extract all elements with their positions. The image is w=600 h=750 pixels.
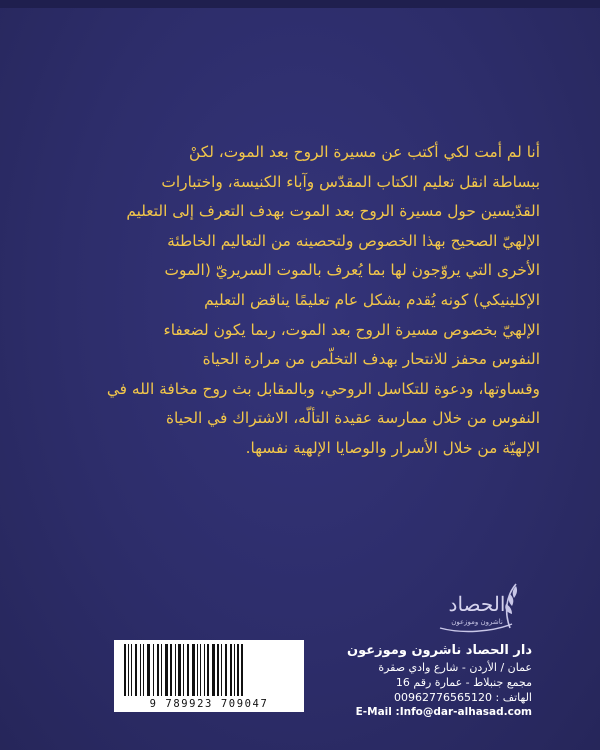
publisher-email: E-Mail :Info@dar-alhasad.com [355, 706, 532, 718]
blurb-line: الإلهيّ الصحيح بهذا الخصوص ولتحصينه من التعاليم الخاطئة [167, 231, 540, 250]
barcode-bar [212, 644, 215, 696]
blurb-line: أنا لم أمت لكي أكتب عن مسيرة الروح بعد الموت، لكنْ [189, 143, 540, 161]
barcode-bar [124, 644, 126, 696]
barcode-bar [131, 644, 132, 696]
barcode-bar [183, 644, 184, 696]
blurb-line: الأخرى التي يروّجون لها بما يُعرف بالموت السريريّ (الموت [164, 261, 540, 280]
top-edge [0, 0, 600, 8]
barcode-bar [170, 644, 172, 696]
barcode-bar [187, 644, 189, 696]
barcode-bar [225, 644, 227, 696]
barcode-bar [234, 644, 235, 696]
publisher-info [310, 642, 532, 720]
barcode-bar [153, 644, 154, 696]
publisher-address-1: عمان / الأردن - شارع وادي صقرة [378, 661, 532, 674]
barcode-bar [165, 644, 168, 696]
blurb-line: ببساطة انقل تعليم الكتاب المقدّس وآباء الكنيسة، واختبارات [161, 172, 540, 191]
barcode-bars [114, 640, 304, 700]
barcode-bar [161, 644, 162, 696]
barcode-bar [140, 644, 141, 696]
publisher-address-2: مجمع جنبلاط - عمارة رقم 16 [395, 676, 532, 689]
barcode-bar [200, 644, 201, 696]
barcode-bar [135, 644, 137, 696]
blurb-line: الإكلينيكي) كونه يُقدم بشكل عام تعليمًا يناقض التعليم [204, 290, 540, 309]
barcode-bar [143, 644, 144, 696]
blurb-line: الإلهيّ بخصوص مسيرة الروح بعد الموت، ربما يكون لضعفاء [163, 320, 540, 339]
barcode-bar [207, 644, 209, 696]
blurb-line: القدّيسين حول مسيرة الروح بعد الموت بهدف التعرف إلى التعليم [126, 202, 540, 221]
barcode-bar [221, 644, 222, 696]
publisher-logo [432, 578, 522, 636]
barcode-bar [128, 644, 129, 696]
blurb-line: الإلهيّة من خلال الأسرار والوصايا الإلهية نفسها. [245, 438, 540, 457]
logo-subtitle: ناشرون وموزعون [451, 618, 503, 626]
barcode-bar [178, 644, 181, 696]
barcode-bar [237, 644, 239, 696]
barcode-bar [192, 644, 195, 696]
barcode-bar [230, 644, 232, 696]
blurb-line: النفوس محفز للانتحار بهدف التخلّص من مرارة الحياة [202, 350, 540, 369]
barcode-bar [175, 644, 176, 696]
barcode-bar [204, 644, 205, 696]
barcode-bar [197, 644, 198, 696]
barcode-bar [241, 644, 243, 696]
isbn-number: 9 789923 709047 [149, 698, 269, 710]
barcode-bar [217, 644, 219, 696]
blurb-text [60, 138, 540, 464]
isbn-barcode [114, 640, 304, 712]
publisher-name: دار الحصاد ناشرون وموزعون [347, 643, 532, 658]
blurb-line: وقساوتها، ودعوة للتكاسل الروحي، وبالمقابل بث روح مخافة الله في [106, 379, 540, 398]
blurb-line: النفوس من خلال ممارسة عقيدة التألّه، الاشتراك في الحياة [165, 409, 540, 428]
barcode-bar [157, 644, 159, 696]
logo-wordmark: الحصاد [448, 592, 506, 616]
barcode-bar [147, 644, 150, 696]
publisher-phone: الهاتف : 00962776565120 [394, 691, 532, 704]
